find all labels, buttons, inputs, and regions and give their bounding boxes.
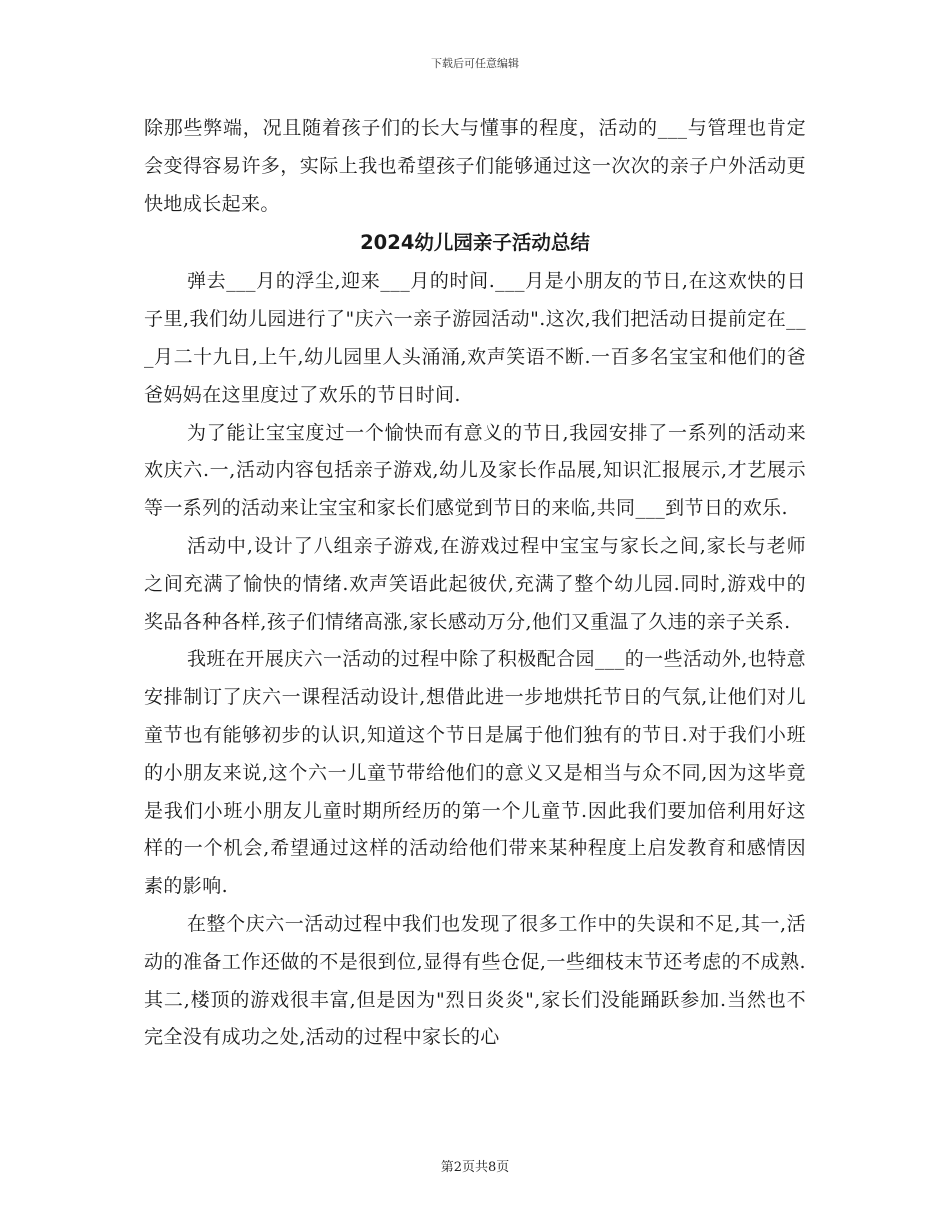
- paragraph-2: 为了能让宝宝度过一个愉快而有意义的节日,我园安排了一系列的活动来欢庆六.一,活动内容包括亲子游戏,幼儿及家长作品展,知识汇报展示,才艺展示等一系列的活动来让宝宝和家长们感觉到节日的来临,共同___到节日的欢乐.: [144, 421, 806, 520]
- paragraph-3: 活动中,设计了八组亲子游戏,在游戏过程中宝宝与家长之间,家长与老师之间充满了愉快的情绪.欢声笑语此起彼伏,充满了整个幼儿园.同时,游戏中的奖品各种各样,孩子们情绪高涨,家长感动万分,他们又重温了久违的亲子关系.: [144, 534, 806, 633]
- paragraph-5: 在整个庆六一活动过程中我们也发现了很多工作中的失误和不足,其一,活动的准备工作还做的不是很到位,显得有些仓促,一些细枝末节还考虑的不成熟.其二,楼顶的游戏很丰富,但是因为"烈日炎炎",家长们没能踊跃参加.当然也不完全没有成功之处,活动的过程中家长的心: [144, 912, 806, 1049]
- page-header-note: 下载后可任意编辑: [431, 57, 519, 70]
- document-title: 2024幼儿园亲子活动总结: [360, 231, 590, 255]
- page-number: 第2页共8页: [440, 1160, 510, 1175]
- paragraph-1: 弹去___月的浮尘,迎来___月的时间.___月是小朋友的节日,在这欢快的日子里,我们幼儿园进行了"庆六一亲子游园活动".这次,我们把活动日提前定在___月二十九日,上午,幼儿园里人头涌涌,欢声笑语不断.一百多名宝宝和他们的爸爸妈妈在这里度过了欢乐的节日时间.: [144, 270, 806, 406]
- paragraph-4: 我班在开展庆六一活动的过程中除了积极配合园___的一些活动外,也特意安排制订了庆六一课程活动设计,想借此进一步地烘托节日的气氛,让他们对儿童节也有能够初步的认识,知道这个节日是属于他们独有的节日.对于我们小班的小朋友来说,这个六一儿童节带给他们的意义又是相当与众不同,因为这毕竟是我们小班小朋友儿童时期所经历的第一个儿童节.因此我们要加倍利用好这样的一个机会,希望通过这样的活动给他们带来某种程度上启发教育和感情因素的影响.: [144, 648, 806, 898]
- document-body: [144, 110, 806, 1057]
- lead-paragraph: 除那些弊端，况且随着孩子们的长大与懂事的程度，活动的___与管理也肯定会变得容易许多，实际上我也希望孩子们能够通过这一次次的亲子户外活动更快地成长起来。: [144, 117, 806, 215]
